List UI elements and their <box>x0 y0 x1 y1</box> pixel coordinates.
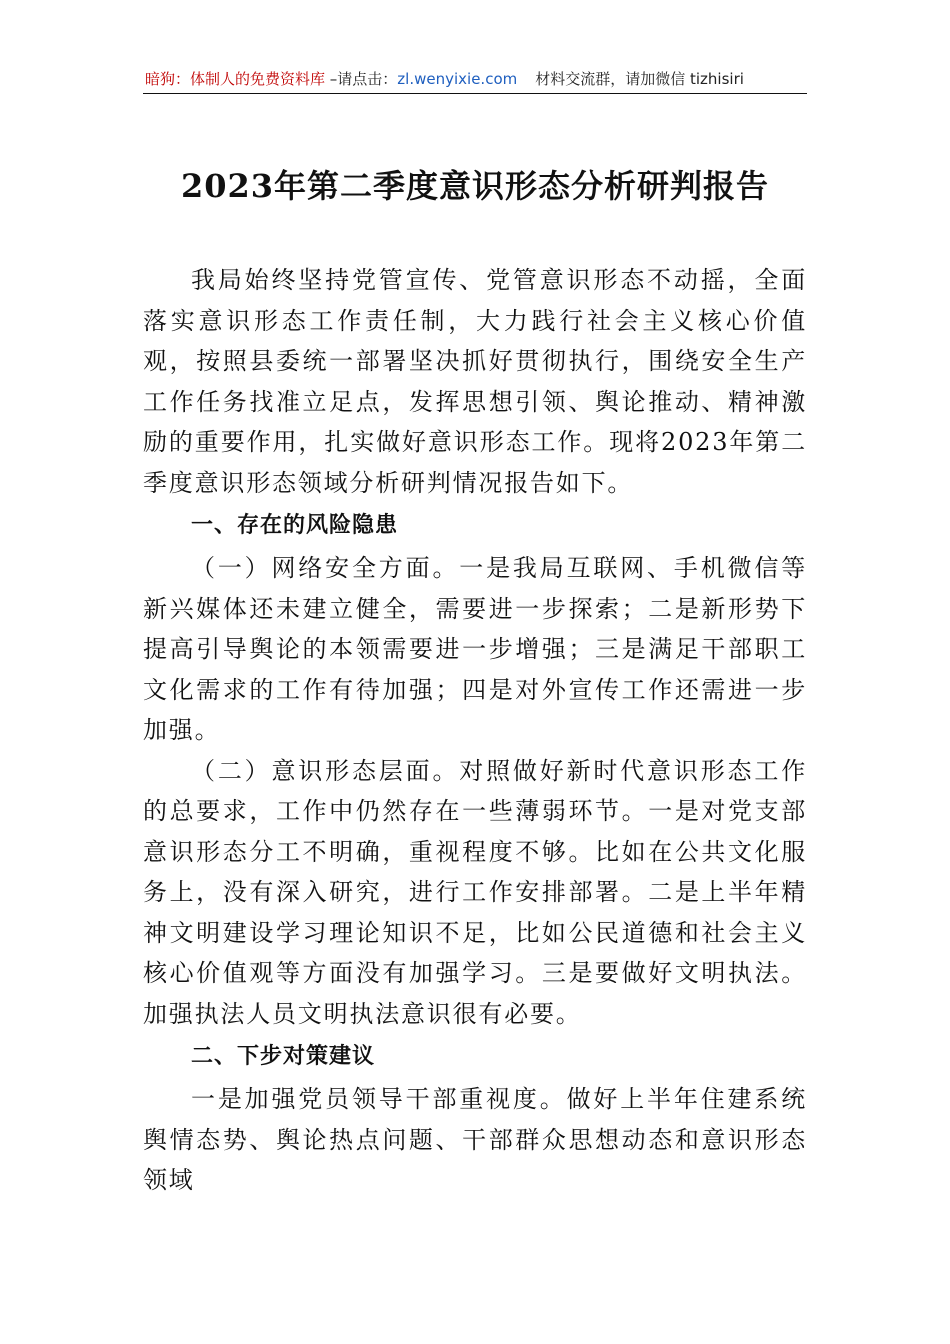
document-title: 2023年第二季度意识形态分析研判报告 <box>180 167 770 205</box>
document-body <box>143 260 807 1201</box>
header-url-link[interactable]: zl.wenyixie.com <box>397 70 518 88</box>
section-heading-risks: 一、存在的风险隐患 <box>191 513 399 538</box>
header-group-note: 材料交流群，请加微信 tizhisiri <box>535 70 744 88</box>
header-divider <box>143 93 807 94</box>
header-brand: 暗狗：体制人的免费资料库 <box>145 70 326 88</box>
paragraph-ideology-level: （二）意识形态层面。对照做好新时代意识形态工作的总要求，工作中仍然存在一些薄弱环节。一是对党支部意识形态分工不明确，重视程度不够。比如在公共文化服务上，没有深入研究，进行工作安排部署。二是上半年精神文明建设学习理论知识不足，比如公民道德和社会主义核心价值观等方面没有加强学习。三是要做好文明执法。加强执法人员文明执法意识很有必要。 <box>143 756 807 1028</box>
paragraph-suggestion-1: 一是加强党员领导干部重视度。做好上半年住建系统舆情态势、舆论热点问题、干部群众思想动态和意识形态领域 <box>143 1085 807 1194</box>
page-header <box>145 68 807 90</box>
paragraph-network-security: （一）网络安全方面。一是我局互联网、手机微信等新兴媒体还未建立健全，需要进一步探索；二是新形势下提高引导舆论的本领需要进一步增强；三是满足干部职工文化需求的工作有待加强；四是对外宣传工作还需进一步加强。 <box>143 554 807 744</box>
intro-paragraph: 我局始终坚持党管宣传、党管意识形态不动摇，全面落实意识形态工作责任制，大力践行社会主义核心价值观，按照县委统一部署坚决抓好贯彻执行，围绕安全生产工作任务找准立足点，发挥思想引领、舆论推动、精神激励的重要作用，扎实做好意识形态工作。现将2023年第二季度意识形态领域分析研判情况报告如下。 <box>143 266 807 497</box>
header-click-prompt: –请点击： <box>325 70 398 88</box>
section-heading-suggestions: 二、下步对策建议 <box>191 1044 376 1069</box>
